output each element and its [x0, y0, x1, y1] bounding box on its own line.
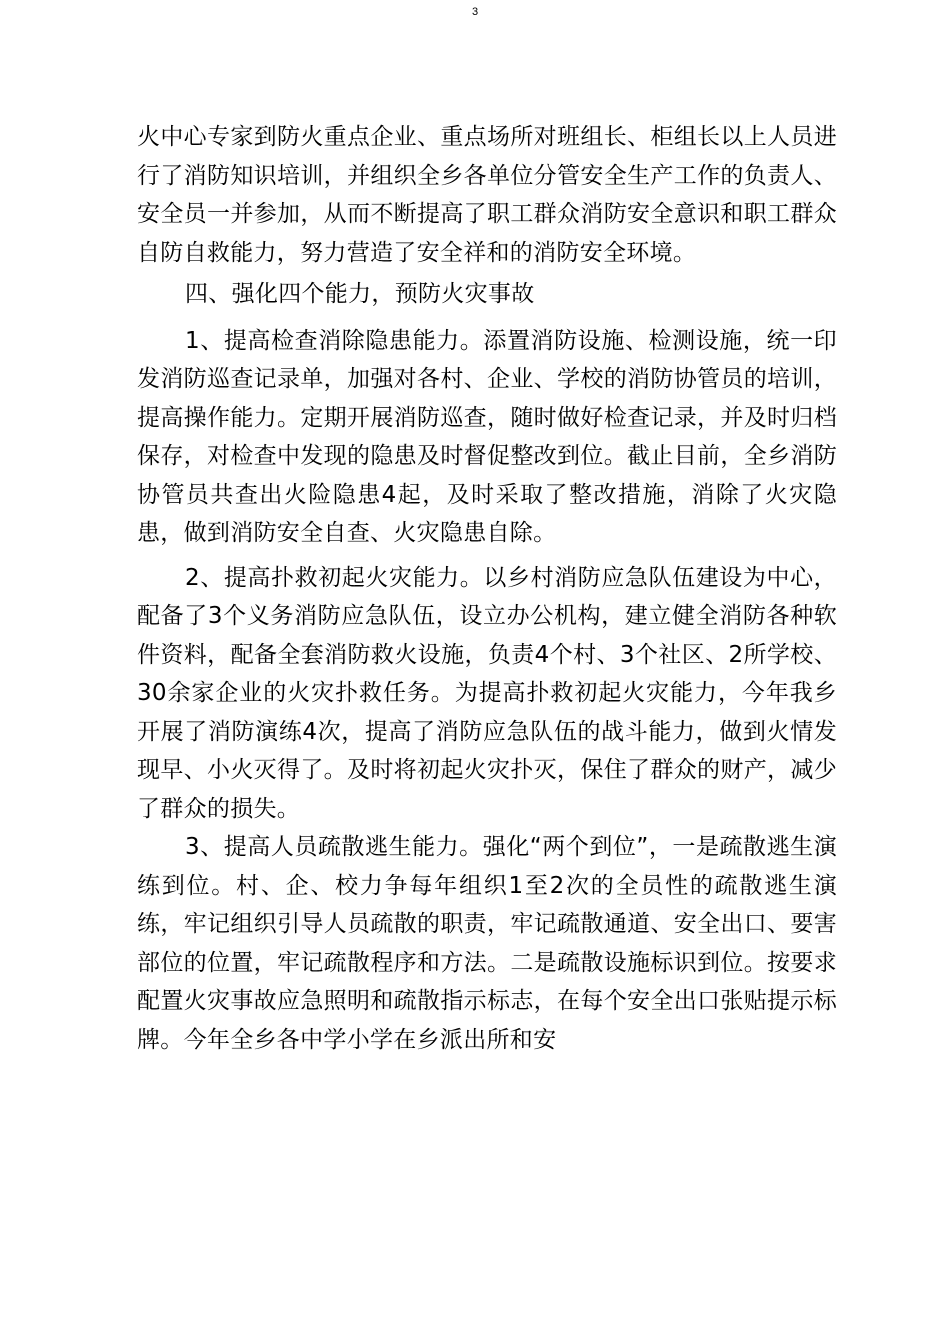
paragraph-item-1: 1、提高检查消除隐患能力。添置消防设施、检测设施，统一印发消防巡查记录单，加强对各村、企业、学校的消防协管员的培训，提高操作能力。定期开展消防巡查，随时做好检查记录，并及时归档保存，对检查中发现的隐患及时督促整改到位。截止目前，全乡消防协管员共查出火险隐患4起，及时采取了整改措施，消除了火灾隐患，做到消防安全自查、火灾隐患自除。: [137, 327, 837, 546]
paragraph-continuation: 火中心专家到防火重点企业、重点场所对班组长、柜组长以上人员进行了消防知识培训，并组织全乡各单位分管安全生产工作的负责人、安全员一并参加，从而不断提高了职工群众消防安全意识和职工群众自防自救能力，努力营造了安全祥和的消防安全环境。: [137, 124, 837, 266]
paragraph-item-3: 3、提高人员疏散逃生能力。强化“两个到位”，一是疏散逃生演练到位。村、企、校力争每年组织1至2次的全员性的疏散逃生演练，牢记组织引导人员疏散的职责，牢记疏散通道、安全出口、要害部位的位置，牢记疏散程序和方法。二是疏散设施标识到位。按要求配置火灾事故应急照明和疏散指示标志，在每个安全出口张贴提示标牌。今年全乡各中学小学在乡派出所和安: [137, 834, 837, 1053]
section-heading: 四、强化四个能力，预防火灾事故: [185, 281, 535, 307]
document-body: [137, 118, 837, 1059]
paragraph-item-2: 2、提高扑救初起火灾能力。以乡村消防应急队伍建设为中心，配备了3个义务消防应急队伍，设立办公机构，建立健全消防各种软件资料，配备全套消防救火设施，负责4个村、3个社区、2所学校、30余家企业的火灾扑救任务。为提高扑救初起火灾能力，今年我乡开展了消防演练4次，提高了消防应急队伍的战斗能力，做到火情发现早、小火灭得了。及时将初起火灾扑灭，保住了群众的财产，减少了群众的损失。: [137, 564, 837, 822]
page-number: 3: [471, 6, 479, 18]
